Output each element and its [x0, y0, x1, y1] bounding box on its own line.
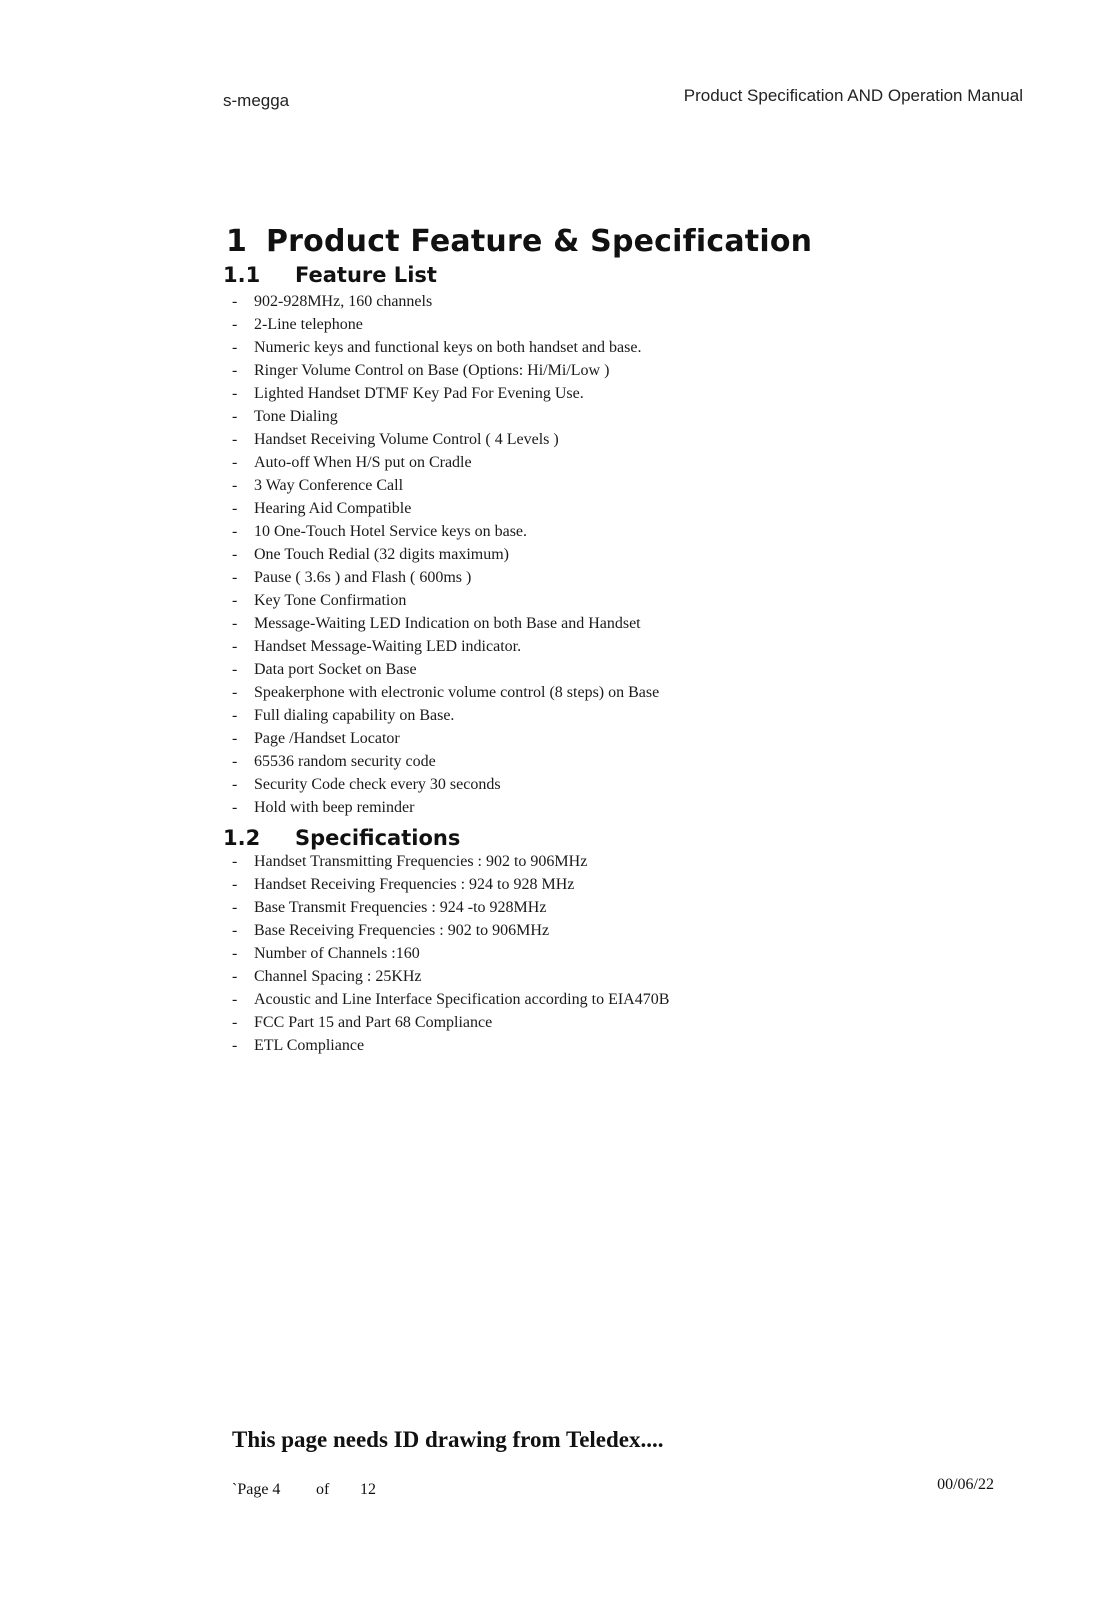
list-item-text: Numeric keys and functional keys on both handset and base. [254, 339, 642, 356]
list-item [232, 474, 659, 497]
bullet-dash: - [232, 922, 238, 939]
bullet-dash: - [232, 316, 238, 333]
feature-list-number: 1.1 [223, 263, 261, 287]
bullet-dash: - [232, 799, 238, 816]
list-item [232, 796, 659, 819]
list-item [232, 359, 659, 382]
list-item-text: Tone Dialing [254, 408, 338, 425]
bullet-dash: - [232, 431, 238, 448]
list-item-text: Speakerphone with electronic volume control (8 steps) on Base [254, 684, 660, 701]
specifications-list [232, 850, 669, 1057]
list-item-text: Hearing Aid Compatible [254, 500, 412, 517]
bullet-dash: - [232, 753, 238, 770]
list-item [232, 919, 669, 942]
bullet-dash: - [232, 362, 238, 379]
bullet-dash: - [232, 684, 238, 701]
list-item [232, 428, 659, 451]
list-item [232, 704, 659, 727]
list-item-text: Pause ( 3.6s ) and Flash ( 600ms ) [254, 569, 472, 586]
list-item [232, 405, 659, 428]
list-item-text: Security Code check every 30 seconds [254, 776, 501, 793]
list-item-text: Message-Waiting LED Indication on both Base and Handset [254, 615, 641, 632]
drawing-note: This page needs ID drawing from Teledex.... [232, 1427, 664, 1452]
list-item-text: One Touch Redial (32 digits maximum) [254, 546, 509, 563]
list-item [232, 520, 659, 543]
list-item-text: Ringer Volume Control on Base (Options: Hi/Mi/Low ) [254, 362, 610, 379]
list-item [232, 451, 659, 474]
list-item-text: Auto-off When H/S put on Cradle [254, 454, 472, 471]
header-company: s-megga [223, 91, 290, 110]
list-item-text: 10 One-Touch Hotel Service keys on base. [254, 523, 528, 540]
list-item-text: Lighted Handset DTMF Key Pad For Evening Use. [254, 385, 584, 402]
list-item [232, 313, 659, 336]
header-document-title: Product Specification AND Operation Manual [683, 86, 1023, 105]
section-number: 1 [226, 224, 248, 259]
bullet-dash: - [232, 523, 238, 540]
list-item [232, 589, 659, 612]
list-item [232, 942, 669, 965]
list-item [232, 727, 659, 750]
list-item [232, 612, 659, 635]
list-item-text: 2-Line telephone [254, 316, 363, 333]
list-item [232, 336, 659, 359]
bullet-dash: - [232, 1037, 238, 1054]
page-number: `Page 4 [232, 1481, 281, 1498]
bullet-dash: - [232, 546, 238, 563]
bullet-dash: - [232, 730, 238, 747]
list-item [232, 988, 669, 1011]
list-item-text: Handset Receiving Volume Control ( 4 Levels ) [254, 431, 559, 448]
list-item-text: Page /Handset Locator [254, 730, 400, 747]
list-item-text: Handset Receiving Frequencies : 924 to 928 MHz [254, 876, 575, 893]
bullet-dash: - [232, 876, 238, 893]
bullet-dash: - [232, 707, 238, 724]
specifications-number: 1.2 [223, 826, 261, 850]
bullet-dash: - [232, 899, 238, 916]
bullet-dash: - [232, 569, 238, 586]
list-item-text: FCC Part 15 and Part 68 Compliance [254, 1014, 493, 1031]
bullet-dash: - [232, 408, 238, 425]
bullet-dash: - [232, 945, 238, 962]
section-title: Product Feature & Specification [266, 224, 813, 259]
bullet-dash: - [232, 991, 238, 1008]
list-item [232, 681, 659, 704]
list-item [232, 965, 669, 988]
list-item [232, 1011, 669, 1034]
feature-list-title: Feature List [295, 263, 437, 287]
page-indicator [232, 1481, 376, 1499]
list-item [232, 750, 659, 773]
list-item-text: Acoustic and Line Interface Specification according to EIA470B [254, 991, 670, 1008]
bullet-dash: - [232, 500, 238, 517]
list-item-text: 3 Way Conference Call [254, 477, 404, 494]
list-item [232, 773, 659, 796]
list-item-text: Full dialing capability on Base. [254, 707, 455, 724]
list-item-text: Number of Channels :160 [254, 945, 420, 962]
bullet-dash: - [232, 293, 238, 310]
bullet-dash: - [232, 615, 238, 632]
list-item-text: Channel Spacing : 25KHz [254, 968, 422, 985]
feature-list [232, 290, 659, 819]
page-of: of [316, 1481, 330, 1498]
list-item [232, 543, 659, 566]
list-item-text: Data port Socket on Base [254, 661, 417, 678]
list-item-text: ETL Compliance [254, 1037, 365, 1054]
list-item-text: Handset Message-Waiting LED indicator. [254, 638, 522, 655]
bullet-dash: - [232, 454, 238, 471]
list-item-text: 65536 random security code [254, 753, 436, 770]
list-item [232, 658, 659, 681]
list-item [232, 497, 659, 520]
list-item-text: Key Tone Confirmation [254, 592, 407, 609]
footer-date: 00/06/22 [937, 1476, 994, 1493]
bullet-dash: - [232, 776, 238, 793]
list-item [232, 1034, 669, 1057]
list-item-text: 902-928MHz, 160 channels [254, 293, 433, 310]
specifications-heading [223, 826, 460, 850]
list-item [232, 850, 669, 873]
list-item [232, 566, 659, 589]
specifications-title: Specifications [295, 826, 461, 850]
bullet-dash: - [232, 385, 238, 402]
list-item-text: Base Receiving Frequencies : 902 to 906MHz [254, 922, 550, 939]
bullet-dash: - [232, 853, 238, 870]
list-item-text: Base Transmit Frequencies : 924 -to 928MHz [254, 899, 547, 916]
bullet-dash: - [232, 968, 238, 985]
list-item [232, 873, 669, 896]
bullet-dash: - [232, 339, 238, 356]
bullet-dash: - [232, 477, 238, 494]
bullet-dash: - [232, 592, 238, 609]
bullet-dash: - [232, 1014, 238, 1031]
list-item [232, 382, 659, 405]
list-item [232, 896, 669, 919]
section-heading [226, 224, 812, 259]
bullet-dash: - [232, 638, 238, 655]
list-item [232, 290, 659, 313]
list-item-text: Handset Transmitting Frequencies : 902 to 906MHz [254, 853, 588, 870]
list-item-text: Hold with beep reminder [254, 799, 415, 816]
list-item [232, 635, 659, 658]
feature-list-heading [223, 263, 437, 287]
page-total: 12 [360, 1481, 376, 1498]
bullet-dash: - [232, 661, 238, 678]
